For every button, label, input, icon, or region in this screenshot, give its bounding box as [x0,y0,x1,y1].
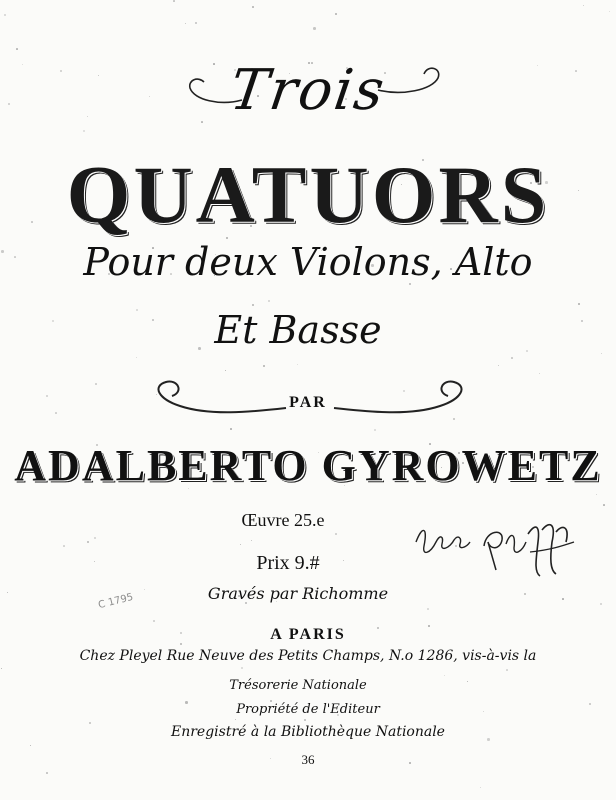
paper-speck [252,304,254,306]
paper-speck [268,300,270,302]
paper-speck [30,745,31,746]
paper-speck [230,428,232,430]
subtitle-basse: Et Basse [214,308,382,352]
composer-name: ADALBERTO GYROWETZ [14,441,602,490]
paper-speck [83,130,85,132]
subtitle-instruments: Pour deux Violons, Alto [83,240,533,284]
paper-speck [87,541,89,543]
paper-speck [480,787,481,788]
paper-speck [335,13,337,15]
price: Prix 9.# [256,552,320,574]
paper-speck [263,365,265,367]
paper-speck [55,412,57,414]
publisher-address-2: Trésorerie Nationale [229,678,367,693]
top-flourish-left [180,70,250,110]
paper-speck [241,667,243,669]
paper-speck [335,533,337,535]
paper-speck [374,429,376,431]
paper-speck [225,370,226,371]
paper-speck [63,545,65,547]
paper-speck [506,669,508,671]
paper-speck [94,537,96,539]
paper-speck [596,494,597,495]
opus-number: Œuvre 25.e [241,510,325,530]
publisher-address: Chez Pleyel Rue Neuve des Petits Champs, N.o 1286, vis-à-vis la [79,648,537,664]
paper-speck [240,544,241,545]
paper-speck [427,608,429,610]
paper-speck [498,365,499,366]
paper-speck [313,27,316,30]
paper-speck [185,23,186,24]
paper-speck [578,303,580,305]
paper-speck [583,5,584,6]
title-word-quatuors: QUATUORS [66,149,550,240]
paper-speck [16,48,18,50]
top-flourish-right [372,60,452,100]
paper-speck [136,357,137,358]
paper-speck [4,14,6,16]
paper-speck [252,6,254,8]
paper-speck [195,22,197,24]
paper-speck [235,719,236,720]
paper-speck [46,772,48,774]
registration-notice: Enregistré à la Bibliothèque Nationale [171,724,445,740]
paper-speck [603,504,605,506]
paper-speck [173,0,175,2]
paper-speck [251,540,252,541]
paper-speck [601,353,602,354]
paper-speck [297,364,298,365]
publisher-city: A PARIS [270,626,346,643]
title-word-trois: Trois [226,58,390,123]
pencil-date-mark: C 1795 [97,591,135,612]
paper-speck [444,675,445,676]
paper-speck [511,357,513,359]
property-notice: Propriété de l'Editeur [236,702,380,717]
plate-number: 36 [301,752,315,767]
paper-speck [609,11,610,12]
paper-speck [304,719,306,721]
paper-speck [153,620,155,622]
paper-speck [539,373,540,374]
by-label: PAR [289,394,327,411]
engraver-credit: Gravés par Richomme [207,584,389,603]
paper-speck [1,668,2,669]
paper-speck [600,603,602,605]
paper-speck [95,383,97,385]
